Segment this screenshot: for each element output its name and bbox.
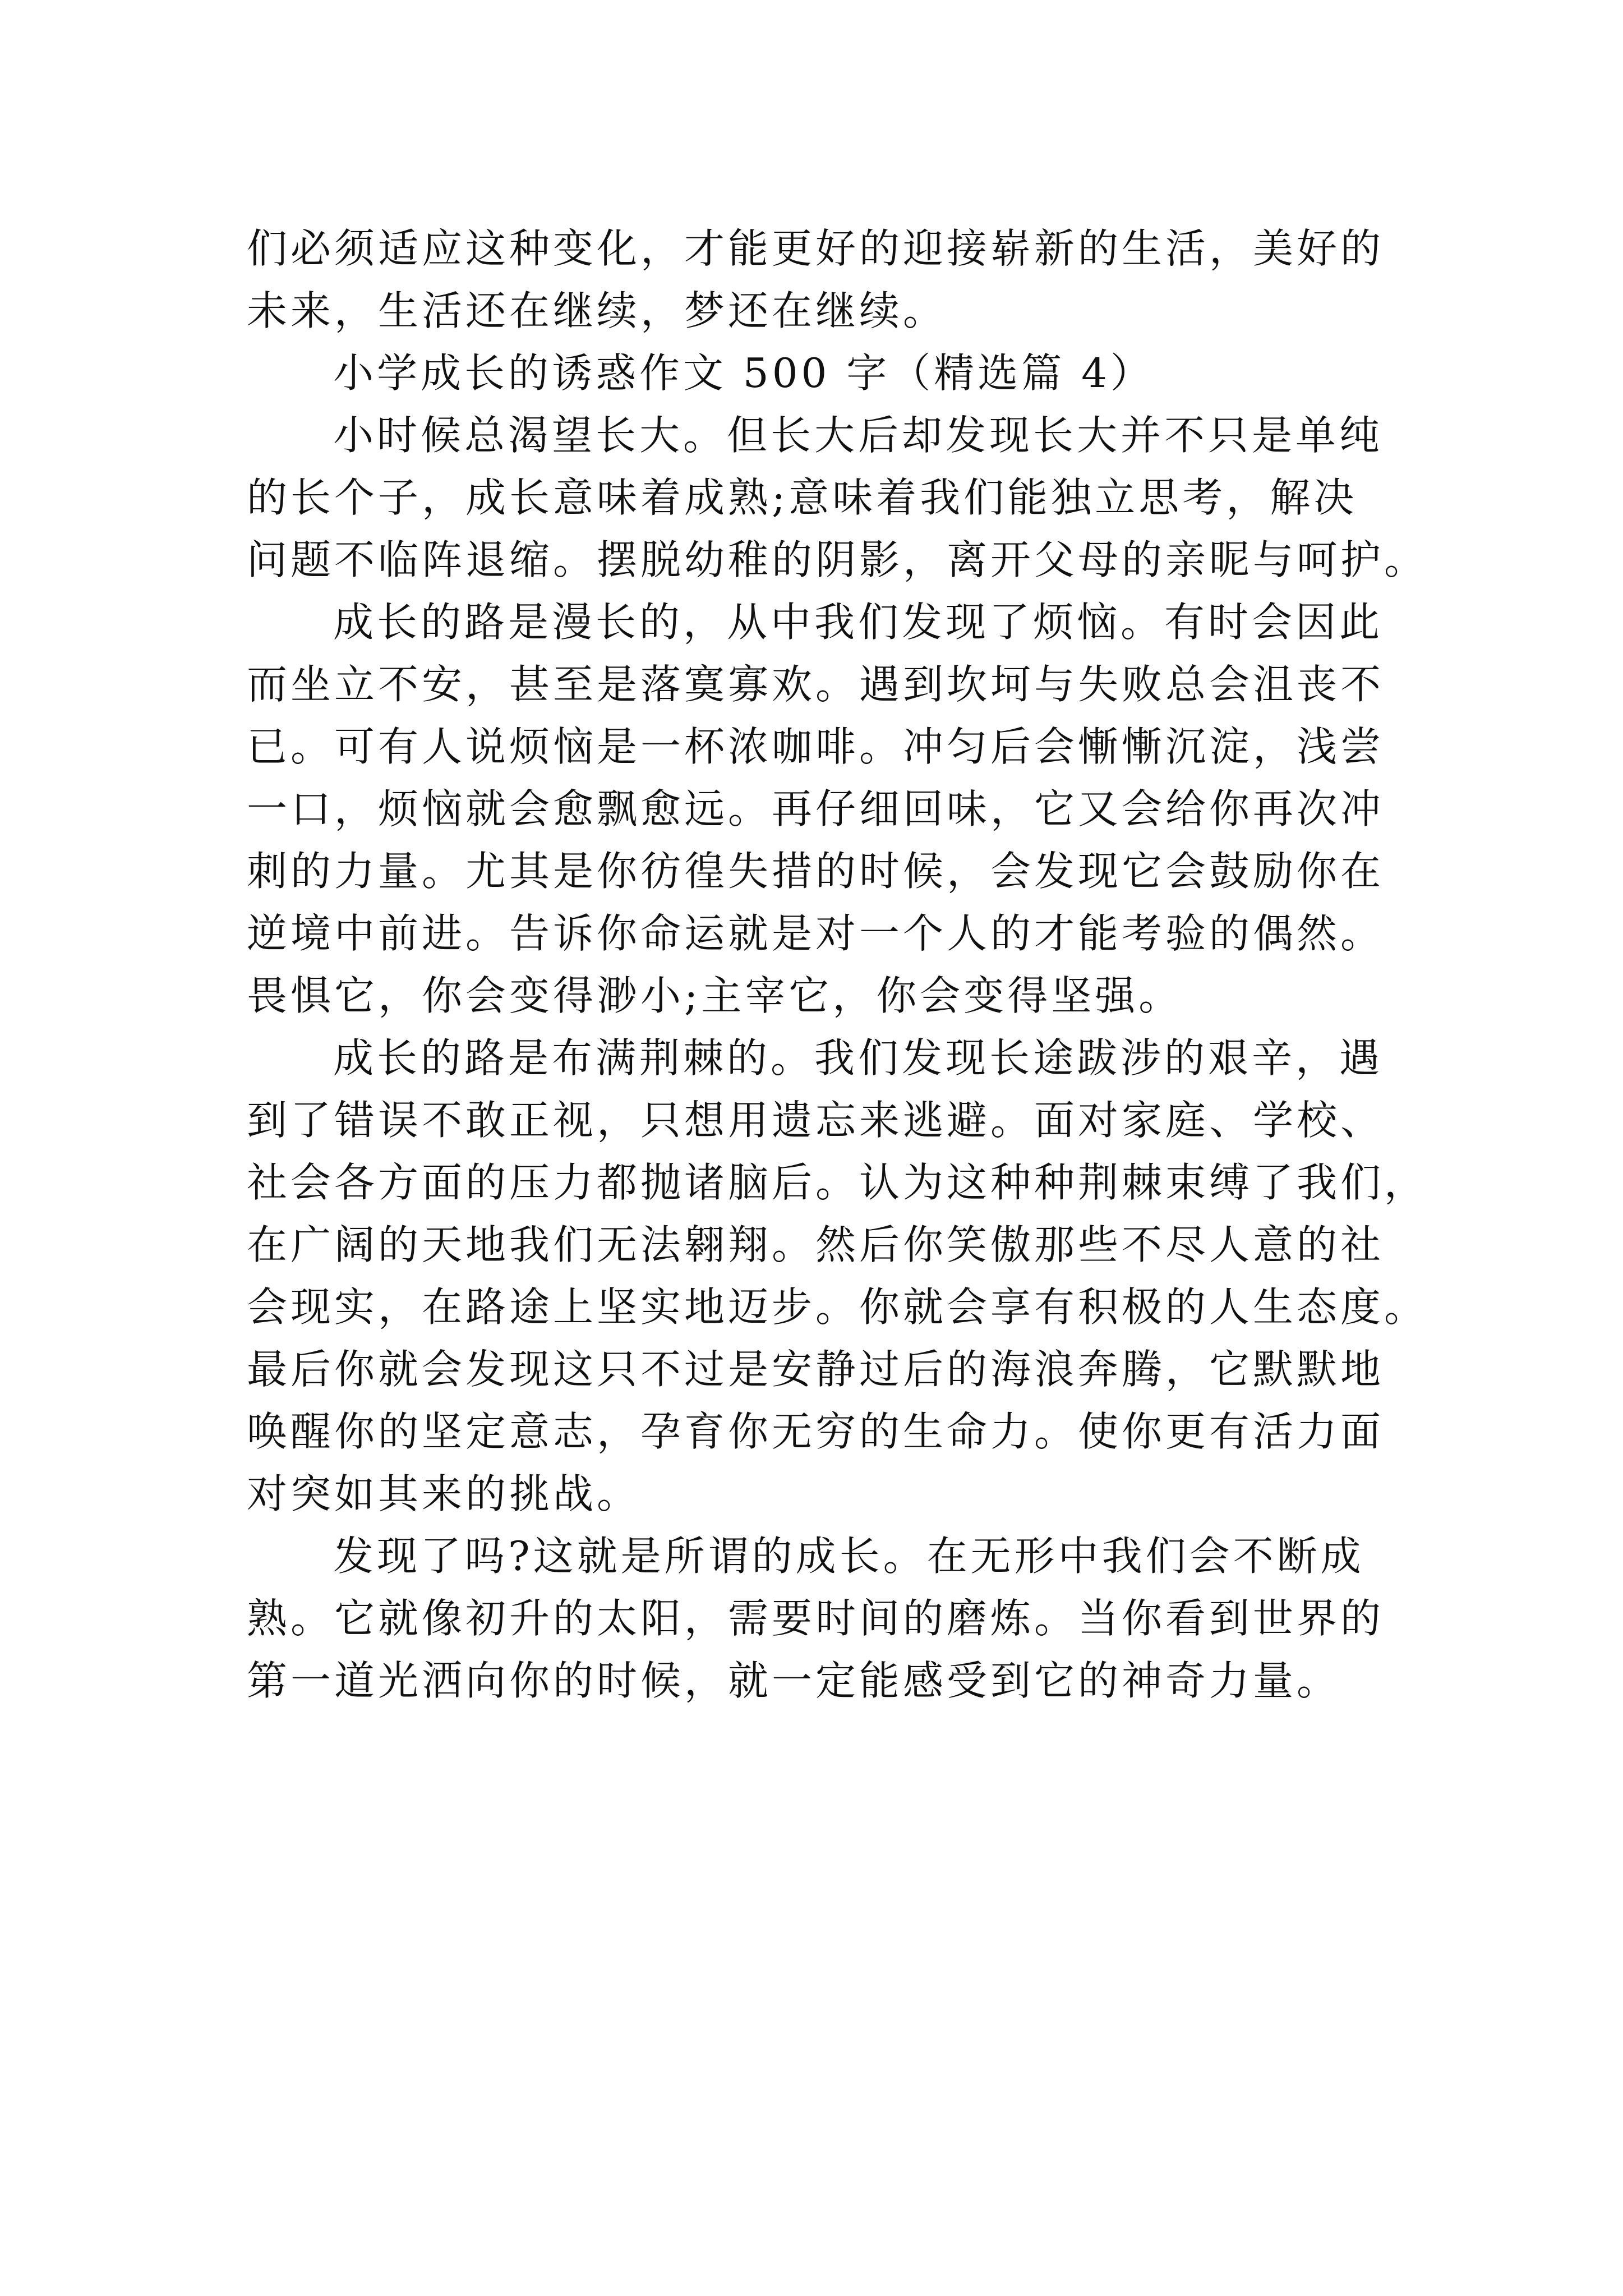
section-heading: 小学成长的诱惑作文 500 字（精选篇 4） bbox=[333, 349, 1154, 397]
document-body bbox=[247, 218, 1428, 1712]
text-line: 成长的路是布满荆棘的。我们发现长途跋涉的艰辛，遇 bbox=[333, 1034, 1384, 1082]
text-line: 们必须适应这种变化，才能更好的迎接崭新的生活，美好的 bbox=[247, 225, 1385, 272]
text-line: 已。可有人说烦恼是一杯浓咖啡。冲匀后会慚慚沉淀，浅尝 bbox=[247, 723, 1385, 770]
text-line: 对突如其来的挑战。 bbox=[247, 1470, 641, 1517]
text-line: 刺的力量。尤其是你彷徨失措的时候，会发现它会鼓励你在 bbox=[247, 848, 1385, 895]
text-line: 社会各方面的压力都抛诸脑后。认为这种种荆棘束缚了我们， bbox=[247, 1159, 1428, 1206]
text-line: 最后你就会发现这只不过是安静过后的海浪奔腾，它默默地 bbox=[247, 1346, 1385, 1393]
text-line: 成长的路是漫长的，从中我们发现了烦恼。有时会因此 bbox=[333, 599, 1384, 646]
text-line: 唤醒你的坚定意志，孕育你无穷的生命力。使你更有活力面 bbox=[247, 1408, 1385, 1455]
text-line: 在广阔的天地我们无法翱翔。然后你笑傲那些不尽人意的社 bbox=[247, 1221, 1385, 1268]
text-line: 会现实，在路途上坚实地迈步。你就会享有积极的人生态度。 bbox=[247, 1283, 1428, 1331]
text-line: 未来，生活还在继续，梦还在继续。 bbox=[247, 287, 947, 334]
text-line: 到了错误不敢正视，只想用遗忘来逃避。面对家庭、学校、 bbox=[247, 1097, 1385, 1144]
text-line: 的长个子，成长意味着成熟;意味着我们能独立思考，解决 bbox=[247, 474, 1358, 521]
text-line: 发现了吗?这就是所谓的成长。在无形中我们会不断成 bbox=[333, 1533, 1364, 1580]
text-line: 小时候总渴望长大。但长大后却发现长大并不只是单纯 bbox=[333, 412, 1384, 459]
text-line: 一口，烦恼就会愈飘愈远。再仔细回味，它又会给你再次冲 bbox=[247, 785, 1385, 832]
text-line: 熟。它就像初升的太阳，需要时间的磨炼。当你看到世界的 bbox=[247, 1595, 1385, 1642]
text-line: 问题不临阵退缩。摆脱幼稚的阴影，离开父母的亲昵与呵护。 bbox=[247, 536, 1428, 583]
text-line: 逆境中前进。告诉你命运就是对一个人的才能考验的偶然。 bbox=[247, 910, 1385, 957]
text-line: 畏惧它，你会变得渺小;主宰它，你会变得坚强。 bbox=[247, 972, 1183, 1019]
text-line: 第一道光洒向你的时候，就一定能感受到它的神奇力量。 bbox=[247, 1657, 1341, 1704]
text-line: 而坐立不安，甚至是落寞寡欢。遇到坎坷与失败总会沮丧不 bbox=[247, 661, 1385, 708]
